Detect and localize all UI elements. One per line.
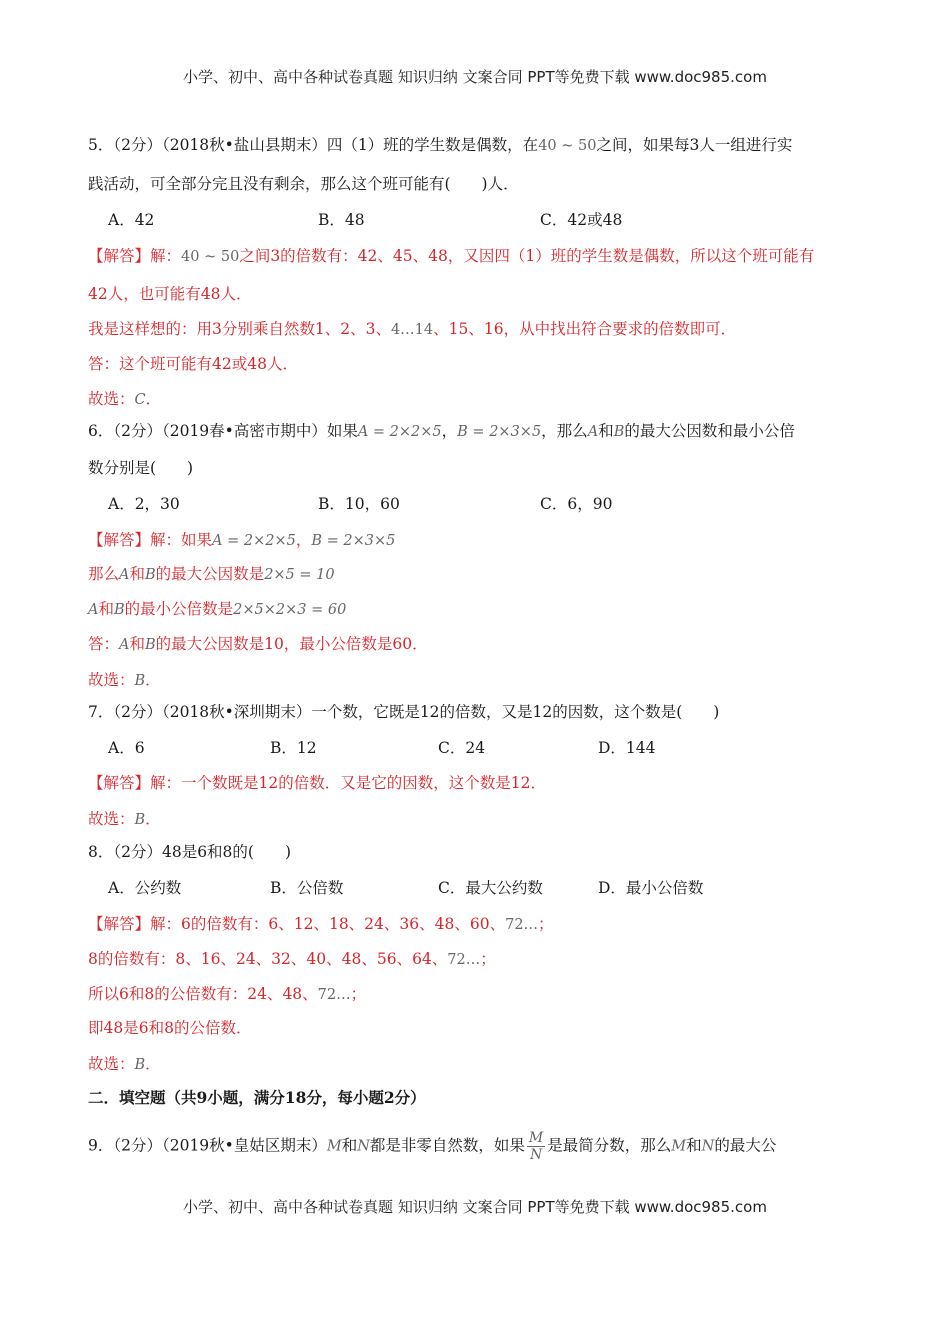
q6-answer-line3 [88, 597, 862, 622]
q8-option-a[interactable]: A．公约数 [108, 879, 182, 897]
answer-text: ． [145, 1055, 161, 1073]
answer-text: 答： [88, 635, 120, 653]
answer-math: 4…14 [390, 322, 434, 338]
q8-answer-line3 [88, 982, 862, 1007]
q6-var-a: A [587, 424, 599, 440]
answer-math: C [134, 392, 146, 408]
q6-answer-line4 [88, 632, 862, 657]
q5-answer-line4: 答：这个班可能有42或48人． [88, 355, 298, 373]
answer-text: ； [480, 950, 496, 968]
q8-answer-line4: 即48是6和8的公倍数． [88, 1019, 252, 1037]
q5-option-a[interactable]: A．42 [108, 211, 155, 229]
q8-answer-line1 [88, 912, 862, 937]
q6-option-a[interactable]: A．2，30 [108, 495, 180, 513]
answer-text: ． [145, 810, 161, 828]
q7-option-c[interactable]: C．24 [438, 739, 486, 757]
q9-fraction [527, 1130, 545, 1163]
answer-var: A [119, 567, 130, 583]
answer-var: B [145, 637, 156, 653]
q6-math-a: A = 2×2×5 [357, 424, 442, 440]
answer-text: 故选： [88, 671, 135, 689]
q6-text: 的最大公因数和最小公倍 [624, 422, 795, 440]
q6-answer-line1 [88, 528, 862, 553]
answer-text: ； [538, 915, 554, 933]
q8-option-b[interactable]: B．公倍数 [270, 879, 344, 897]
fraction-numerator: M [528, 1130, 544, 1146]
q5-answer-line1 [88, 244, 862, 269]
q6-text: ， [441, 422, 458, 440]
q7-stem: 7．（2分）（2018秋•深圳期末）一个数，它既是12的倍数，又是12的因数，这个数是( ) [88, 703, 720, 721]
answer-text: 的最大公因数是 [155, 565, 265, 583]
answer-text: 故选： [88, 390, 135, 408]
q9-text: 都是非零自然数，如果 [369, 1136, 525, 1155]
answer-text: 和 [129, 635, 146, 653]
answer-text: 之间3的倍数有：42、45、48，又因四（1）班的学生数是偶数，所以这个班可能有 [239, 247, 815, 265]
q9-var-m: M [326, 1138, 342, 1155]
q7-option-a[interactable]: A．6 [108, 739, 145, 757]
q5-range-math: 40 ~ 50 [538, 138, 597, 154]
answer-text: ； [350, 985, 367, 1003]
q6-var-b: B [613, 424, 625, 440]
answer-math: B [134, 812, 146, 828]
q6-text: 6．（2分）（2019春•高密市期中）如果 [88, 422, 358, 440]
q8-stem: 8．（2分）48是6和8的( ) [88, 843, 292, 861]
answer-tag: 【解答】 [88, 531, 151, 549]
answer-var: B [145, 567, 156, 583]
q8-option-d[interactable]: D．最小公倍数 [598, 879, 704, 897]
answer-text: 的最小公倍数是 [124, 600, 234, 618]
q5-answer-choice [88, 387, 862, 412]
page-header: 小学、初中、高中各种试卷真题 知识归纳 文案合同 PPT等免费下载 www.doc985.com [183, 68, 767, 86]
answer-text: 那么 [88, 565, 120, 583]
answer-var: A [119, 637, 130, 653]
q9-text: 和 [686, 1136, 702, 1155]
q6-text: ，那么 [541, 422, 588, 440]
answer-math: 72… [505, 917, 539, 933]
q5-option-b[interactable]: B．48 [318, 211, 365, 229]
q8-answer-line2 [88, 947, 862, 972]
q5-stem-line1 [88, 133, 862, 158]
fraction-denominator: N [529, 1147, 543, 1163]
q5-text: 5．（2分）（2018秋•盐山县期末）四（1）班的学生数是偶数，在 [88, 136, 539, 154]
answer-text: 我是这样想的：用3分别乘自然数1、2、3、 [88, 320, 391, 338]
q8-answer-choice [88, 1052, 862, 1077]
q5-text-cont: 之间，如果每3人一组进行实 [596, 136, 793, 154]
answer-text: 所以6和8的公倍数有：24、48、 [88, 985, 318, 1003]
q7-option-b[interactable]: B．12 [270, 739, 317, 757]
q9-text: 的最大公 [714, 1136, 777, 1155]
answer-text: 和 [98, 600, 114, 618]
answer-math: 2×5×2×3 = 60 [233, 602, 347, 618]
q6-stem-line1 [88, 419, 862, 444]
q9-text: 9．（2分）（2019秋•皇姑区期末） [88, 1136, 327, 1155]
q5-answer-line2: 42人，也可能有48人． [88, 285, 252, 303]
answer-math: 72… [317, 987, 351, 1003]
answer-text: 解：如果 [150, 531, 213, 549]
q6-math-b: B = 2×3×5 [457, 424, 542, 440]
answer-var: B [114, 602, 125, 618]
answer-tag: 【解答】 [88, 247, 151, 265]
q9-var-n: N [701, 1138, 715, 1155]
q5-option-c[interactable]: C．42或48 [540, 211, 623, 229]
answer-text: 故选： [88, 1055, 135, 1073]
q6-text: 和 [598, 422, 614, 440]
answer-text: 的最大公因数是10，最小公倍数是60． [155, 635, 428, 653]
answer-text: ， [295, 531, 312, 549]
answer-text: 解：一个数既是12的倍数．又是它的因数，这个数是12． [150, 774, 546, 792]
answer-math: A = 2×2×5 [212, 533, 296, 549]
page-footer: 小学、初中、高中各种试卷真题 知识归纳 文案合同 PPT等免费下载 www.doc985.com [183, 1198, 767, 1216]
q5-answer-line3 [88, 317, 862, 342]
q7-answer-choice [88, 807, 862, 832]
q9-stem-line1 [88, 1130, 862, 1163]
answer-text: 8的倍数有：8、16、24、32、40、48、56、64、 [88, 950, 448, 968]
q7-option-d[interactable]: D．144 [598, 739, 656, 757]
answer-math: B [134, 673, 146, 689]
answer-text: ． [145, 671, 161, 689]
answer-text: 、15、16，从中找出符合要求的倍数即可． [433, 320, 737, 338]
q5-stem-line2: 践活动，可全部分完且没有剩余，那么这个班可能有( )人． [88, 175, 519, 193]
answer-tag: 【解答】 [88, 915, 151, 933]
q6-stem-line2: 数分别是( ) [88, 459, 194, 477]
q9-var-m: M [671, 1138, 687, 1155]
answer-text: 故选： [88, 810, 135, 828]
q8-option-c[interactable]: C．最大公约数 [438, 879, 543, 897]
q6-answer-choice [88, 668, 862, 693]
q9-text: 和 [341, 1136, 358, 1155]
answer-math: 72… [447, 952, 481, 968]
answer-math: 40 ~ 50 [181, 249, 240, 265]
section-title: 二．填空题（共9小题，满分18分，每小题2分） [88, 1088, 426, 1107]
q6-option-c[interactable]: C．6，90 [540, 495, 613, 513]
answer-text: 解： [150, 247, 182, 265]
answer-var: A [88, 602, 99, 618]
answer-math: B = 2×3×5 [311, 533, 396, 549]
answer-math: B [134, 1057, 146, 1073]
answer-tag: 【解答】 [88, 774, 151, 792]
answer-text: 和 [129, 565, 146, 583]
q9-text: 是最简分数，那么 [547, 1136, 672, 1155]
q9-var-n: N [357, 1138, 370, 1155]
answer-math: 2×5 = 10 [264, 567, 335, 583]
answer-text: 解：6的倍数有：6、12、18、24、36、48、60、 [150, 915, 506, 933]
q7-answer-line1 [88, 771, 862, 795]
answer-text: ． [145, 390, 162, 408]
q6-answer-line2 [88, 562, 862, 587]
q6-option-b[interactable]: B．10，60 [318, 495, 400, 513]
